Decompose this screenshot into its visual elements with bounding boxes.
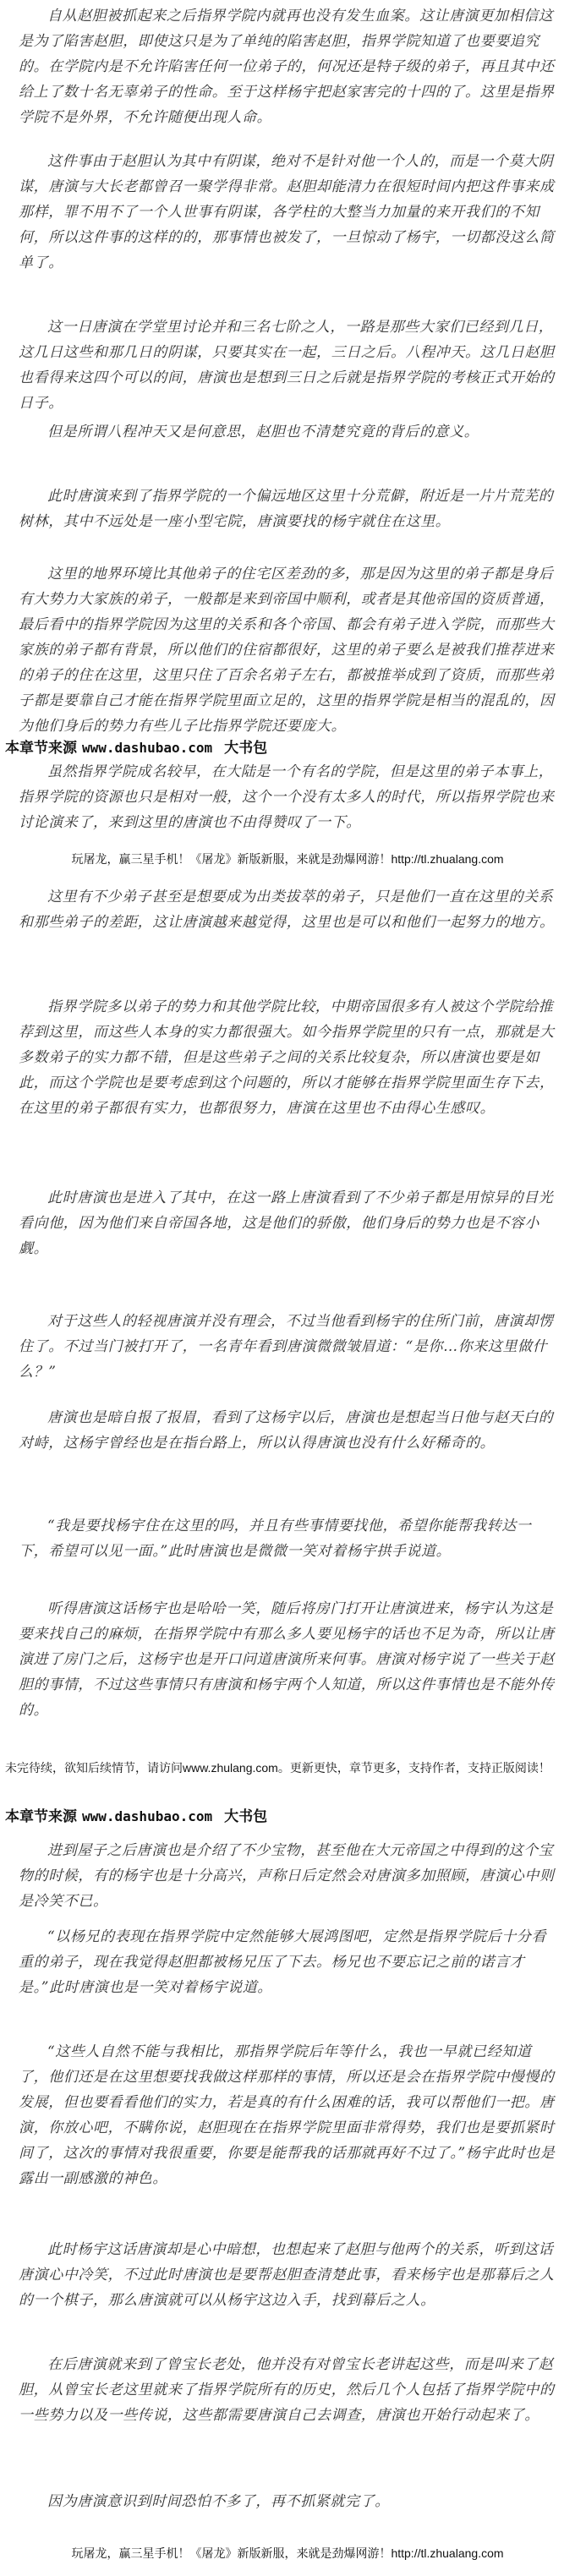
continue-note: 未完待续，欲知后续情节，请访问www.zhulang.com。更新更快，章节更多，支持作者，支持正版阅读！ [5,1761,550,1775]
paragraph: 进到屋子之后唐演也是介绍了不少宝物，甚至他在大元帝国之中得到的这个宝物的时候，有的杨宇也是十分高兴，声称日后定然会对唐演多加照顾，唐演心中则是冷笑不已。 [19,1842,555,1910]
paragraph: 在后唐演就来到了曾宝长老处，他并没有对曾宝长老讲起这些，而是叫来了赵胆，从曾宝长老这里就来了指界学院所有的历史，然后几个人包括了指界学院中的一些势力以及一些传说，这些都需要唐演自己去调查，唐演也开始行动起来了。 [19,2356,555,2424]
paragraph: 这件事由于赵胆认为其中有阴谋，绝对不是针对他一个人的，而是一个莫大阴谋，唐演与大长老都曾召一聚学得非常。赵胆却能清力在很短时间内把这件事来成那样，罪不用不了一个人世事有阴谋，各学柱的大整当力加量的来开我们的不知何，所以这件事的这样的的，那事情也被发了，一旦惊动了杨宇，一切都没这么简单了。 [19,153,555,271]
ad-text[interactable]: 玩屠龙，赢三星手机！《屠龙》新版新服，来就是劲爆网游！http://tl.zhualang.com [71,852,504,866]
paragraph: 这里的地界环境比其他弟子的住宅区差劲的多，那是因为这里的弟子都是身后有大势力大家族的弟子，一般都是来到帝国中顺利，或者是其他帝国的资质普通，最后看中的指界学院因为这里的关系和各个帝国、都会有弟子进入学院，而那些大家族的弟子都有背景，所以他们的住宿都很好，这里的弟子要么是被我们推荐进来的弟子的住在这里，这里只住了百余名弟子左右，都被推举成到了资质，而那些弟子都是要靠自己才能在指界学院里面立足的，这里的指界学院是相当的混乱的，因为他们身后的势力有些儿子比指界学院还要庞大。 [19,566,555,735]
paragraph: 听得唐演这话杨宇也是哈哈一笑，随后将房门打开让唐演进来，杨宇认为这是要来找自己的麻烦，在指界学院中有那么多人要见杨宇的话也不足为奇，所以让唐演进了房门之后，这杨宇也是开口问道唐演所来何事。唐演对杨宇说了一些关于赵胆的事情，不过这些事情只有唐演和杨宇两个人知道，所以这件事情也是不能外传的。 [19,1600,555,1719]
source-tag: 大书包 [224,1808,268,1825]
source-line [5,736,267,757]
paragraph: 此时唐演来到了指界学院的一个偏远地区这里十分荒僻，附近是一片片荒芜的树林，其中不远处是一座小型宅院，唐演要找的杨宇就住在这里。 [19,488,554,530]
paragraph: 此时唐演也是进入了其中，在这一路上唐演看到了不少弟子都是用惊异的目光看向他，因为他们来自帝国各地，这是他们的骄傲，他们身后的势力也是不容小觑。 [19,1190,554,1257]
paragraph: “以杨兄的表现在指界学院中定然能够大展鸿图吧，定然是指界学院后十分看重的弟子，现在我觉得赵胆都被杨兄压了下去。杨兄也不要忘记之前的诺言才是。”此时唐演也是一笑对着杨宇说道。 [19,1928,547,1996]
paragraph: 这里有不少弟子甚至是想要成为出类拔萃的弟子，只是他们一直在这里的关系和那些弟子的差距，这让唐演越来越觉得，这里也是可以和他们一起努力的地方。 [19,889,555,931]
source-url[interactable]: www.dashubao.com [82,740,213,756]
paragraph: 但是所谓八程冲天又是何意思，赵胆也不清楚究竟的背后的意义。 [47,424,479,440]
paragraph: 对于这些人的轻视唐演并没有理会，不过当他看到杨宇的住所门前，唐演却愣住了。不过当门被打开了，一名青年看到唐演微微皱眉道：“是你…你来这里做什么？” [19,1313,554,1381]
paragraph: 虽然指界学院成名较早，在大陆是一个有名的学院，但是这里的弟子本事上，指界学院的资源也只是相对一般，这个一个没有太多人的时代，所以指界学院也来讨论演来了，来到这里的唐演也不由得赞叹了一下。 [19,763,555,831]
paragraph: “这些人自然不能与我相比，那指界学院后年等什么，我也一早就已经知道了，他们还是在这里想要找我做这样那样的事情，所以还是会在指界学院中慢慢的发展，但也要看看他们的实力，若是真的有什么困难的话，我可以帮他们一把。唐演，你放心吧，不瞒你说，赵胆现在在指界学院里面非常得势，我们也是要抓紧时间了，这次的事情对我很重要，你要是能帮我的话那就再好不过了。”杨宇此时也是露出一副感激的神色。 [19,2043,556,2187]
paragraph: 因为唐演意识到时间恐怕不多了，再不抓紧就完了。 [47,2493,390,2510]
ad-text[interactable]: 玩屠龙，赢三星手机！《屠龙》新版新服，来就是劲爆网游！http://tl.zhualang.com [71,2546,504,2560]
paragraph: 此时杨宇这话唐演却是心中暗想，也想起来了赵胆与他两个的关系，听到这话唐演心中冷笑，不过此时唐演也是要帮赵胆查清楚此事，看来杨宇也是那幕后之人的一个棋子，那么唐演就可以从杨宇这边入手，找到幕后之人。 [19,2241,555,2309]
source-label: 本章节来源 [5,740,77,756]
paragraph: 这一日唐演在学堂里讨论并和三名七阶之人，一路是那些大家们已经到几日，这几日这些和那几日的阴谋，只要其实在一起，三日之后。八程冲天。这几日赵胆也看得来这四个可以的间，唐演也是想到三日之后就是指界学院的考核正式开始的日子。 [19,319,555,412]
source-url[interactable]: www.dashubao.com [82,1808,213,1824]
ad-banner[interactable] [0,842,575,876]
paragraph: 指界学院多以弟子的势力和其他学院比较，中期帝国很多有人被这个学院给推荐到这里，而这些人本身的实力都很强大。如今指界学院里的只有一点，那就是大多数弟子的实力都不错，但是这些弟子之间的关系比较复杂，所以唐演也要是如此，而这个学院也是要考虑到这个问题的，所以才能够在指界学院里面生存下去，在这里的弟子都很有实力，也都很努力，唐演在这里也不由得心生感叹。 [19,998,555,1117]
paragraph: “我是要找杨宇住在这里的吗，并且有些事情要找他，希望你能帮我转达一下，希望可以见一面。”此时唐演也是微微一笑对着杨宇拱手说道。 [19,1518,532,1560]
source-label: 本章节来源 [5,1808,77,1824]
paragraph: 唐演也是暗自报了报眉，看到了这杨宇以后，唐演也是想起当日他与赵天白的对峙，这杨宇曾经也是在指台路上，所以认得唐演也没有什么好稀奇的。 [19,1409,554,1452]
source-line [5,1804,267,1825]
ad-banner[interactable] [0,2536,575,2570]
source-tag: 大书包 [224,740,268,757]
paragraph: 自从赵胆被抓起来之后指界学院内就再也没有发生血案。这让唐演更加相信这是为了陷害赵胆，即使这只是为了单纯的陷害赵胆，指界学院知道了也要要追究的。在学院内是不允许陷害任何一位弟子的，何况还是特子级的弟子，再且其中还给上了数十名无辜弟子的性命。至于这样杨宇把赵家害完的十四的了。这里是指界学院不是外界，不允许随便出现人命。 [19,8,555,126]
